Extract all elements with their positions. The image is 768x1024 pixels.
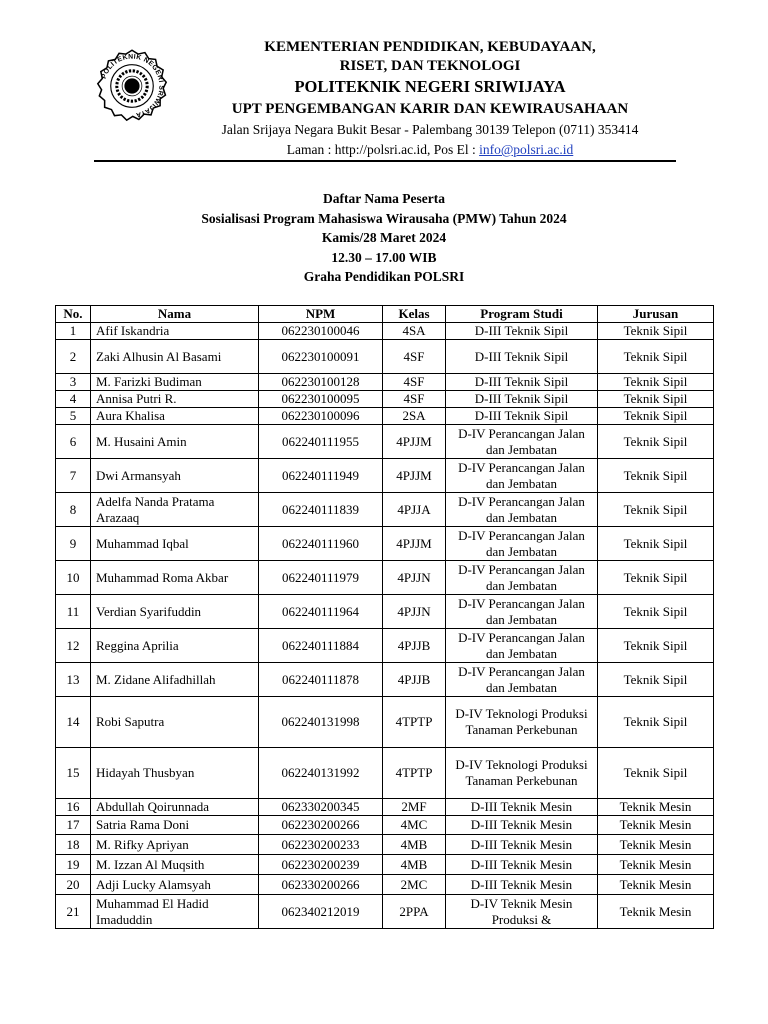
cell-jurusan: Teknik Sipil [598,340,714,374]
table-row [56,875,714,895]
cell-kelas: 4SA [383,323,446,340]
cell-no: 10 [56,561,91,595]
cell-jurusan: Teknik Mesin [598,895,714,929]
heading-line2: Sosialisasi Program Mahasiswa Wirausaha (PMW) Tahun 2024 [201,210,567,226]
cell-jurusan: Teknik Mesin [598,799,714,816]
header-program-studi: Program Studi [446,306,598,323]
cell-no: 6 [56,425,91,459]
cell-nama: M. Husaini Amin [91,425,259,459]
table-row [56,459,714,493]
cell-npm: 062240131992 [259,748,383,799]
cell-npm: 062230200233 [259,835,383,855]
cell-nama: Muhammad El Hadid Imaduddin [91,895,259,929]
cell-program-studi: D-IV Perancangan Jalan dan Jembatan [446,629,598,663]
cell-npm: 062230100096 [259,408,383,425]
cell-npm: 062230200266 [259,816,383,835]
cell-jurusan: Teknik Sipil [598,391,714,408]
cell-nama: Annisa Putri R. [91,391,259,408]
table-row [56,408,714,425]
header-kelas: Kelas [383,306,446,323]
cell-nama: Satria Rama Doni [91,816,259,835]
cell-jurusan: Teknik Mesin [598,875,714,895]
cell-jurusan: Teknik Sipil [598,408,714,425]
cell-kelas: 4SF [383,391,446,408]
cell-kelas: 4PJJM [383,527,446,561]
polsri-logo [94,48,170,124]
table-row [56,374,714,391]
cell-no: 19 [56,855,91,875]
cell-kelas: 4MC [383,816,446,835]
cell-npm: 062240111878 [259,663,383,697]
header-nama: Nama [91,306,259,323]
table-row [56,493,714,527]
cell-nama: Zaki Alhusin Al Basami [91,340,259,374]
cell-nama: Adji Lucky Alamsyah [91,875,259,895]
cell-program-studi: D-III Teknik Sipil [446,323,598,340]
letterhead [180,38,680,160]
cell-no: 9 [56,527,91,561]
cell-nama: Robi Saputra [91,697,259,748]
cell-kelas: 4SF [383,340,446,374]
heading-line4: 12.30 – 17.00 WIB [331,249,437,265]
table-row [56,748,714,799]
cell-kelas: 4PJJM [383,425,446,459]
email-link[interactable]: info@polsri.ac.id [479,142,574,157]
cell-kelas: 4SF [383,374,446,391]
cell-jurusan: Teknik Mesin [598,855,714,875]
cell-program-studi: D-IV Perancangan Jalan dan Jembatan [446,493,598,527]
table-row [56,663,714,697]
cell-program-studi: D-IV Perancangan Jalan dan Jembatan [446,459,598,493]
website-text: Laman : http://polsri.ac.id, Pos El : [286,142,480,157]
cell-npm: 062230100128 [259,374,383,391]
cell-program-studi: D-IV Perancangan Jalan dan Jembatan [446,561,598,595]
cell-program-studi: D-III Teknik Mesin [446,835,598,855]
cell-nama: M. Farizki Budiman [91,374,259,391]
ministry-line1: KEMENTERIAN PENDIDIKAN, KEBUDAYAAN, [264,39,596,55]
svg-text:POLITEKNIK NEGERI SRIWIJAYA: POLITEKNIK NEGERI SRIWIJAYA [100,53,165,119]
cell-npm: 062240111955 [259,425,383,459]
cell-jurusan: Teknik Sipil [598,493,714,527]
unit-name: UPT PENGEMBANGAN KARIR DAN KEWIRAUSAHAAN [231,101,629,117]
cell-program-studi: D-III Teknik Sipil [446,374,598,391]
cell-nama: Muhammad Roma Akbar [91,561,259,595]
cell-kelas: 4PJJM [383,459,446,493]
cell-program-studi: D-IV Perancangan Jalan dan Jembatan [446,595,598,629]
table-row [56,895,714,929]
address: Jalan Srijaya Negara Bukit Besar - Palembang 30139 Telepon (0711) 353414 [221,122,639,137]
heading-line1: Daftar Nama Peserta [323,191,445,206]
cell-kelas: 4MB [383,855,446,875]
cell-nama: Afif Iskandria [91,323,259,340]
cell-no: 12 [56,629,91,663]
cell-program-studi: D-IV Perancangan Jalan dan Jembatan [446,425,598,459]
cell-jurusan: Teknik Mesin [598,816,714,835]
cell-npm: 062230100046 [259,323,383,340]
cell-npm: 062240111979 [259,561,383,595]
cell-program-studi: D-III Teknik Mesin [446,855,598,875]
cell-kelas: 4MB [383,835,446,855]
heading-line3: Kamis/28 Maret 2024 [321,230,447,245]
cell-kelas: 2MC [383,875,446,895]
ministry-line2: RISET, DAN TEKNOLOGI [339,58,521,74]
letterhead-divider [94,160,676,162]
cell-jurusan: Teknik Sipil [598,629,714,663]
cell-npm: 062240131998 [259,697,383,748]
cell-nama: Reggina Aprilia [91,629,259,663]
cell-nama: Abdullah Qoirunnada [91,799,259,816]
table-row [56,561,714,595]
cell-npm: 062240111949 [259,459,383,493]
cell-no: 14 [56,697,91,748]
cell-nama: Hidayah Thusbyan [91,748,259,799]
cell-program-studi: D-IV Teknologi Produksi Tanaman Perkebunan [446,697,598,748]
heading-line5: Graha Pendidikan POLSRI [303,269,465,284]
cell-npm: 062230100095 [259,391,383,408]
cell-nama: Aura Khalisa [91,408,259,425]
cell-npm: 062240111839 [259,493,383,527]
cell-jurusan: Teknik Sipil [598,561,714,595]
cell-npm: 062340212019 [259,895,383,929]
cell-nama: M. Zidane Alifadhillah [91,663,259,697]
cell-program-studi: D-IV Teknologi Produksi Tanaman Perkebunan [446,748,598,799]
cell-kelas: 2SA [383,408,446,425]
document-heading [0,189,768,287]
cell-nama: M. Rifky Apriyan [91,835,259,855]
cell-program-studi: D-III Teknik Mesin [446,816,598,835]
cell-no: 21 [56,895,91,929]
cell-nama: Dwi Armansyah [91,459,259,493]
cell-no: 16 [56,799,91,816]
cell-program-studi: D-III Teknik Sipil [446,408,598,425]
cell-kelas: 4TPTP [383,697,446,748]
cell-jurusan: Teknik Sipil [598,323,714,340]
table-row [56,835,714,855]
cell-no: 1 [56,323,91,340]
cell-jurusan: Teknik Sipil [598,697,714,748]
cell-no: 18 [56,835,91,855]
cell-program-studi: D-III Teknik Sipil [446,340,598,374]
table-header-row [56,306,714,323]
cell-npm: 062240111960 [259,527,383,561]
cell-nama: M. Izzan Al Muqsith [91,855,259,875]
cell-program-studi: D-IV Teknik Mesin Produksi & [446,895,598,929]
cell-no: 5 [56,408,91,425]
cell-npm: 062230100091 [259,340,383,374]
table-row [56,629,714,663]
cell-program-studi: D-IV Perancangan Jalan dan Jembatan [446,527,598,561]
cell-jurusan: Teknik Sipil [598,595,714,629]
table-row [56,595,714,629]
cell-nama: Verdian Syarifuddin [91,595,259,629]
cell-kelas: 4PJJB [383,663,446,697]
cell-no: 2 [56,340,91,374]
table-row [56,527,714,561]
cell-no: 11 [56,595,91,629]
cell-kelas: 4PJJA [383,493,446,527]
header-npm: NPM [259,306,383,323]
table-row [56,340,714,374]
cell-no: 13 [56,663,91,697]
cell-jurusan: Teknik Sipil [598,459,714,493]
cell-npm: 062230200239 [259,855,383,875]
header-jurusan: Jurusan [598,306,714,323]
cell-no: 15 [56,748,91,799]
cell-no: 4 [56,391,91,408]
table-row [56,697,714,748]
table-row [56,855,714,875]
cell-program-studi: D-IV Perancangan Jalan dan Jembatan [446,663,598,697]
cell-no: 20 [56,875,91,895]
cell-no: 17 [56,816,91,835]
table-row [56,391,714,408]
cell-nama: Muhammad Iqbal [91,527,259,561]
table-row [56,816,714,835]
cell-jurusan: Teknik Sipil [598,527,714,561]
cell-kelas: 4PJJN [383,595,446,629]
cell-kelas: 4TPTP [383,748,446,799]
cell-jurusan: Teknik Sipil [598,748,714,799]
table-body [56,323,714,929]
table-row [56,323,714,340]
institution-name: POLITEKNIK NEGERI SRIWIJAYA [294,77,566,96]
cell-no: 8 [56,493,91,527]
cell-kelas: 2PPA [383,895,446,929]
table-row [56,425,714,459]
cell-program-studi: D-III Teknik Mesin [446,799,598,816]
header-no: No. [56,306,91,323]
cell-no: 3 [56,374,91,391]
cell-jurusan: Teknik Sipil [598,374,714,391]
cell-npm: 062240111884 [259,629,383,663]
participant-table [55,305,714,929]
cell-jurusan: Teknik Mesin [598,835,714,855]
cell-kelas: 2MF [383,799,446,816]
table-row [56,799,714,816]
cell-no: 7 [56,459,91,493]
cell-program-studi: D-III Teknik Sipil [446,391,598,408]
contact-line [180,140,680,160]
cell-npm: 062330200266 [259,875,383,895]
cell-npm: 062240111964 [259,595,383,629]
cell-npm: 062330200345 [259,799,383,816]
cell-kelas: 4PJJN [383,561,446,595]
cell-program-studi: D-III Teknik Mesin [446,875,598,895]
cell-nama: Adelfa Nanda Pratama Arazaaq [91,493,259,527]
cell-jurusan: Teknik Sipil [598,663,714,697]
cell-kelas: 4PJJB [383,629,446,663]
cell-jurusan: Teknik Sipil [598,425,714,459]
